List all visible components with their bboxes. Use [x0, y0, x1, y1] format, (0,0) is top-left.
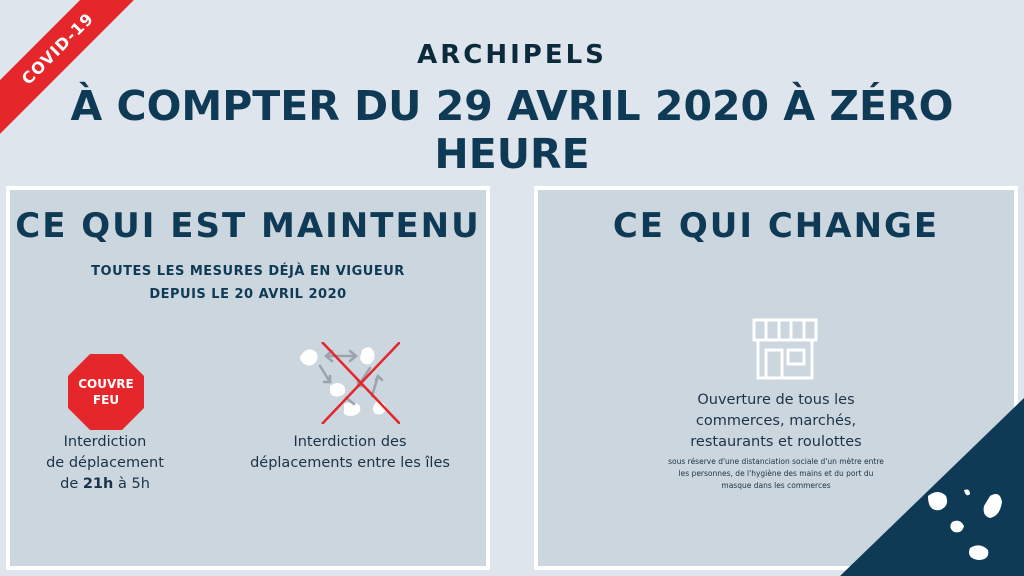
- changes-line1: Ouverture de tous les: [697, 392, 855, 408]
- islands-text: [230, 432, 470, 474]
- curfew-line3-pre: de: [60, 476, 83, 492]
- maintained-title: CE QUI EST MAINTENU: [15, 206, 481, 246]
- covid-badge: COVID-19: [0, 0, 149, 140]
- islands-line2: déplacements entre les îles: [250, 455, 450, 471]
- maintained-subtitle-line1: TOUTES LES MESURES DÉJÀ EN VIGUEUR: [91, 264, 405, 279]
- curfew-hour: 21h: [82, 476, 114, 492]
- maintained-panel: [6, 186, 490, 570]
- changes-note-line2: les personnes, de l'hygiène des mains et du port du: [678, 469, 874, 478]
- curfew-line3-post: à 5h: [113, 476, 150, 492]
- curfew-line2: de déplacement: [46, 455, 164, 471]
- changes-note-line3: masque dans les commerces: [721, 481, 831, 490]
- stop-sign-label: [68, 376, 144, 408]
- changes-note-line1: sous réserve d'une distanciation sociale d'un mètre entre: [668, 457, 884, 466]
- stop-sign-line2: FEU: [92, 393, 120, 407]
- header-title: À COMPTER DU 29 AVRIL 2020 À ZÉRO HEURE: [70, 82, 954, 178]
- curfew-text: [30, 432, 180, 495]
- stop-sign-line1: COUVRE: [78, 377, 134, 391]
- header-subtitle: ARCHIPELS: [417, 40, 607, 70]
- changes-line2: commerces, marchés,: [695, 413, 857, 429]
- shop-icon: [752, 318, 818, 380]
- islands-crossed-icon: [292, 342, 400, 424]
- maintained-subtitle: [10, 260, 486, 306]
- islands-corner-icon: [840, 398, 1024, 576]
- changes-title: CE QUI CHANGE: [612, 206, 940, 246]
- maintained-subtitle-line2: DEPUIS LE 20 AVRIL 2020: [149, 287, 347, 302]
- islands-line1: Interdiction des: [293, 434, 407, 450]
- curfew-line3: [30, 474, 180, 495]
- changes-line3: restaurants et roulottes: [690, 434, 862, 450]
- curfew-line1: Interdiction: [63, 434, 147, 450]
